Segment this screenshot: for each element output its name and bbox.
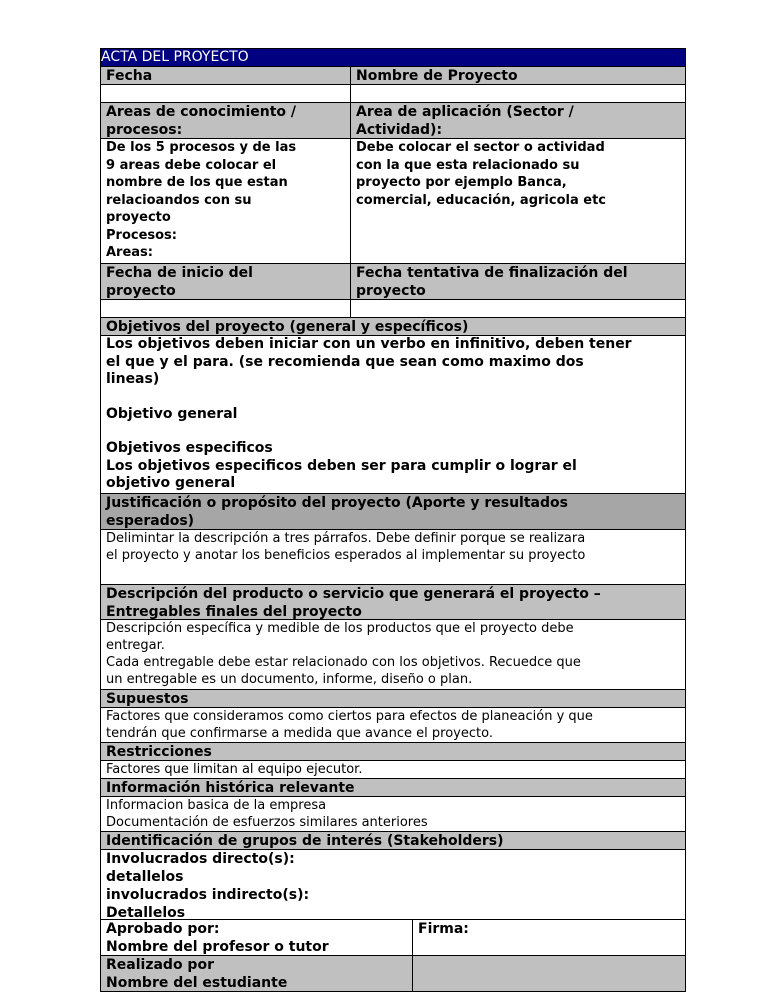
justificacion-header-row <box>101 494 685 530</box>
areas-text: De los 5 procesos y de las 9 areas debe colocar el nombre de los que estan relacioandos con su proyecto Procesos: Areas: <box>106 140 297 260</box>
objetivos-header: Objetivos del proyecto (general y específicos) <box>106 319 469 335</box>
supuestos-header: Supuestos <box>106 691 189 707</box>
supuestos-text: Factores que consideramos como ciertos para efectos de planeación y que tendrán que confirmarse a medida que avance el proyecto. <box>106 709 593 741</box>
historica-text: Informacion basica de la empresa Documentación de esfuerzos similares anteriores <box>106 798 428 830</box>
aprobado-text: Aprobado por: Nombre del profesor o tutor <box>106 921 329 955</box>
stakeholders-text: Involucrados directo(s): detallelos involucrados indirecto(s): Detallelos <box>106 851 310 919</box>
fecha-fin-label: Fecha tentativa de finalización del proyecto <box>350 264 685 299</box>
restricciones-header-row <box>101 743 685 761</box>
fecha-input-row <box>101 85 685 103</box>
historica-header: Información histórica relevante <box>106 780 355 796</box>
realizado-row <box>101 956 685 991</box>
stakeholders-header-row <box>101 832 685 850</box>
area-aplicacion-text: Debe colocar el sector o actividad con la que esta relacionado su proyecto por ejemplo Banca, comercial, educación, agricola etc <box>350 139 685 263</box>
fecha-fin-field[interactable] <box>350 300 685 317</box>
areas-content-row <box>101 139 685 264</box>
objetivos-text: Los objetivos deben iniciar con un verbo en infinitivo, deben tener el que y el para. (se recomienda que sean como maximo dos lineas) Objetivo general Objetivos especificos Los objetivos especificos deben ser para cumplir o lograr el objetivo general <box>106 336 632 491</box>
area-aplicacion-label: Area de aplicación (Sector / Actividad): <box>350 103 685 138</box>
justificacion-text: Delimintar la descripción a tres párrafos. Debe definir porque se realizara el proyecto y anotar los beneficios esperados al implementar su proyecto <box>106 531 586 563</box>
descripcion-header: Descripción del producto o servicio que generará el proyecto – Entregables finales del proyecto <box>106 586 601 619</box>
supuestos-content-row <box>101 708 685 743</box>
objetivos-header-row <box>101 318 685 336</box>
descripcion-text: Descripción específica y medible de los productos que el proyecto debe entregar. Cada entregable debe estar relacionado con los objetivos. Recuedce que un entregable es un documento, informe, diseño o plan. <box>106 621 581 687</box>
historica-header-row <box>101 779 685 797</box>
realizado-firma-field[interactable] <box>412 956 685 991</box>
fecha-inicio-field[interactable] <box>101 300 350 317</box>
nombre-proyecto-label: Nombre de Proyecto <box>350 67 685 84</box>
descripcion-header-row <box>101 585 685 620</box>
supuestos-header-row <box>101 690 685 708</box>
nombre-proyecto-field[interactable] <box>350 85 685 102</box>
acta-form <box>100 48 686 992</box>
justificacion-content-row <box>101 530 685 585</box>
restricciones-content-row <box>101 761 685 779</box>
form-title: ACTA DEL PROYECTO <box>101 49 685 67</box>
firma-field[interactable] <box>412 920 685 955</box>
areas-label: Areas de conocimiento / procesos: <box>106 104 297 138</box>
header-row-areas <box>101 103 685 139</box>
realizado-text: Realizado por Nombre del estudiante <box>106 957 288 991</box>
restricciones-header: Restricciones <box>106 744 212 760</box>
header-row-fecha <box>101 67 685 85</box>
objetivos-content-row <box>101 336 685 494</box>
fecha-inicio-label: Fecha de inicio del proyecto <box>106 265 253 299</box>
fecha-label: Fecha <box>106 68 153 84</box>
historica-content-row <box>101 797 685 832</box>
fecha-field[interactable] <box>101 85 350 102</box>
firma-label: Firma: <box>418 921 469 937</box>
stakeholders-content-row <box>101 850 685 920</box>
aprobado-row <box>101 920 685 956</box>
restricciones-text: Factores que limitan al equipo ejecutor. <box>106 762 363 777</box>
fechas-input-row <box>101 300 685 318</box>
header-row-fechas-proyecto <box>101 264 685 300</box>
stakeholders-header: Identificación de grupos de interés (Stakeholders) <box>106 833 504 849</box>
descripcion-content-row <box>101 620 685 690</box>
justificacion-header: Justificación o propósito del proyecto (Aporte y resultados esperados) <box>106 495 568 529</box>
